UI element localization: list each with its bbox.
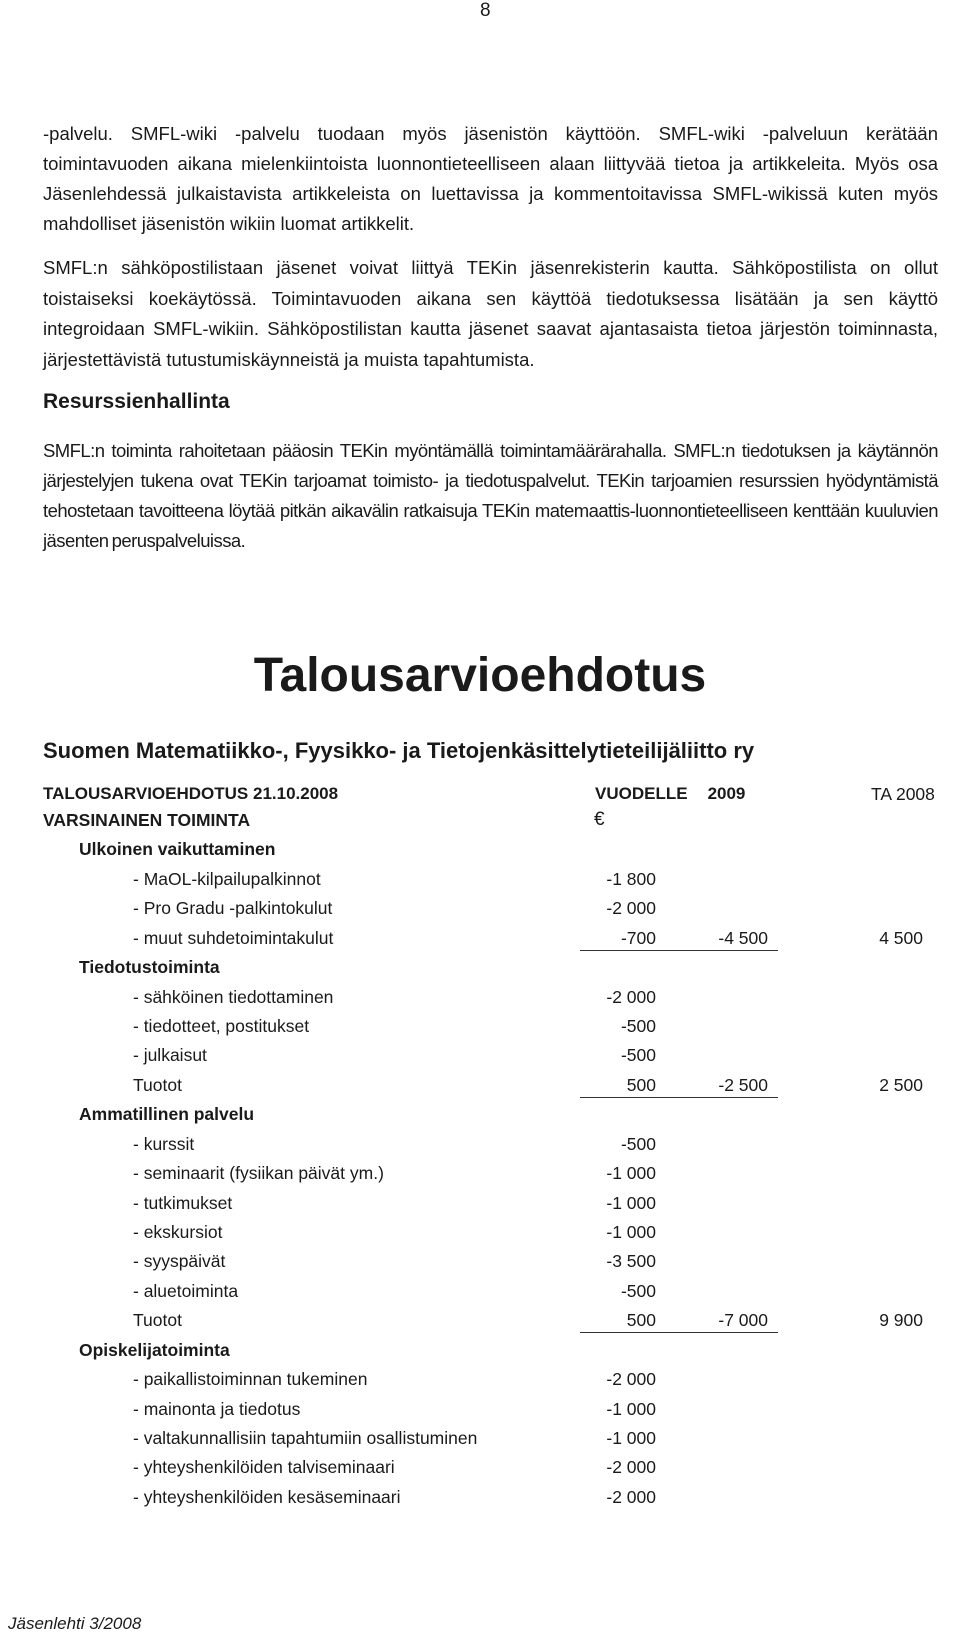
currency-symbol: € xyxy=(594,809,605,830)
previous-year-amount: 2 500 xyxy=(879,1075,923,1095)
previous-year-amount: 4 500 xyxy=(879,928,923,948)
organization-name: Suomen Matematiikko-, Fyysikko- ja Tietojenkäsittelytieteilijäliitto ry xyxy=(43,738,755,763)
budget-line-item xyxy=(0,1454,960,1480)
group-total: -2 500 xyxy=(718,1075,768,1095)
item-label: - yhteyshenkilöiden talviseminaari xyxy=(133,1457,395,1477)
section-heading-resources: Resurssienhallinta xyxy=(43,390,230,413)
year-value: 2009 xyxy=(707,784,746,803)
item-amount: -1 000 xyxy=(606,1222,656,1242)
group-title: Opiskelijatoiminta xyxy=(79,1340,230,1360)
item-amount: -500 xyxy=(620,1045,656,1065)
budget-line-item xyxy=(0,1219,960,1245)
budget-line-item xyxy=(0,1484,960,1510)
budget-line-item xyxy=(0,1278,960,1304)
item-amount: -1 000 xyxy=(606,1399,656,1419)
section-title: VARSINAINEN TOIMINTA xyxy=(43,810,251,830)
item-amount: -2 000 xyxy=(606,1369,656,1389)
item-label: - muut suhdetoimintakulut xyxy=(133,928,334,948)
group-title: Tiedotustoiminta xyxy=(79,957,220,977)
item-label: - kurssit xyxy=(133,1134,195,1154)
item-label: - MaOL-kilpailupalkinnot xyxy=(133,869,321,889)
total-underline xyxy=(580,950,778,951)
budget-line-item xyxy=(0,925,960,951)
item-amount: -3 500 xyxy=(606,1251,656,1271)
budget-line-item xyxy=(0,1160,960,1186)
item-amount: -2 000 xyxy=(606,987,656,1007)
item-label: - julkaisut xyxy=(133,1045,207,1065)
budget-line-item xyxy=(0,866,960,892)
item-amount: -500 xyxy=(620,1016,656,1036)
item-amount: -500 xyxy=(620,1134,656,1154)
previous-budget-header: TA 2008 xyxy=(871,784,935,804)
group-title: Ulkoinen vaikuttaminen xyxy=(79,839,276,859)
item-label: - valtakunnallisiin tapahtumiin osallistuminen xyxy=(133,1428,478,1448)
group-title: Ammatillinen palvelu xyxy=(79,1104,255,1124)
group-row xyxy=(0,1101,960,1127)
item-label: - paikallistoiminnan tukeminen xyxy=(133,1369,368,1389)
paragraph-mailing-list: SMFL:n sähköpostilistaan jäsenet voivat liittyä TEKin jäsenrekisterin kautta. Sähköpostilista on ollut toistaiseksi koekäytössä. Toimintavuoden aikana sen käyttöä tiedotuksessa lisätään ja sen käyttö integroidaan SMFL-wikiin. Sähköpostilistan kautta jäsenet saavat ajantasaista tietoa järjestön toiminnasta, järjestettävistä tutustumiskäynneistä ja muista tapahtumista. xyxy=(43,257,938,370)
budget-line-item xyxy=(0,1248,960,1274)
paragraph-wiki: -palvelu. SMFL-wiki -palvelu tuodaan myös jäsenistön käyttöön. SMFL-wiki -palveluun kerätään toimintavuoden aikana mielenkiintoista luonnontieteelliseen alaan liittyvää tietoa ja artikkeleita. Myös osa Jäsenlehdessä julkaistavista artikkeleista on luettavissa ja kommentoitavissa SMFL-wikissä kuten myös mahdolliset jäsenistön wikiin luomat artikkelit. xyxy=(43,123,938,234)
item-label: - aluetoiminta xyxy=(133,1281,239,1301)
year-label: VUODELLE xyxy=(595,784,688,803)
group-row xyxy=(0,954,960,980)
item-label: - Pro Gradu -palkintokulut xyxy=(133,898,333,918)
item-amount: -2 000 xyxy=(606,1487,656,1507)
paragraph-resources: SMFL:n toiminta rahoitetaan pääosin TEKin myöntämällä toimintamäärärahalla. SMFL:n tiedotuksen ja käytännön järjestelyjen tukena ovat TEKin tarjoamat toimisto- ja tiedotuspalvelut. TEKin tarjoamien resurssien hyödyntämistä tehostetaan tavoitteena löytää pitkän aikavälin ratkaisuja TEKin matemaattis-luonnontieteelliseen kenttään kuuluvien jäsenten peruspalveluissa. xyxy=(43,440,938,551)
total-underline xyxy=(580,1332,778,1333)
budget-line-item xyxy=(0,1190,960,1216)
budget-line-item xyxy=(0,1307,960,1333)
item-amount: -1 800 xyxy=(606,869,656,889)
budget-line-item xyxy=(0,1013,960,1039)
budget-title: Talousarvioehdotus xyxy=(253,649,707,702)
item-label: Tuotot xyxy=(133,1310,182,1330)
total-underline xyxy=(580,1097,778,1098)
item-amount: -500 xyxy=(620,1281,656,1301)
item-amount: -2 000 xyxy=(606,1457,656,1477)
budget-line-item xyxy=(0,984,960,1010)
item-amount: 500 xyxy=(626,1075,656,1095)
item-label: - syyspäivät xyxy=(133,1251,226,1271)
item-label: - tiedotteet, postitukset xyxy=(133,1016,310,1036)
budget-line-item xyxy=(0,895,960,921)
item-amount: -700 xyxy=(620,928,656,948)
group-total: -4 500 xyxy=(718,928,768,948)
item-amount: -1 000 xyxy=(606,1163,656,1183)
page-number: 8 xyxy=(480,0,491,21)
item-amount: -1 000 xyxy=(606,1428,656,1448)
previous-year-amount: 9 900 xyxy=(879,1310,923,1330)
item-label: - sähköinen tiedottaminen xyxy=(133,987,334,1007)
budget-line-item xyxy=(0,1366,960,1392)
budget-line-item xyxy=(0,1425,960,1451)
footer-publication: Jäsenlehti 3/2008 xyxy=(8,1614,142,1633)
item-label: - ekskursiot xyxy=(133,1222,223,1242)
item-label: Tuotot xyxy=(133,1075,182,1095)
group-row xyxy=(0,836,960,862)
item-amount: 500 xyxy=(626,1310,656,1330)
budget-line-item xyxy=(0,1042,960,1068)
group-row xyxy=(0,1337,960,1363)
group-total: -7 000 xyxy=(718,1310,768,1330)
item-amount: -1 000 xyxy=(606,1193,656,1213)
item-label: - tutkimukset xyxy=(133,1193,233,1213)
section-row xyxy=(0,807,960,833)
budget-line-item xyxy=(0,1072,960,1098)
budget-line-item xyxy=(0,1131,960,1157)
budget-line-item xyxy=(0,1396,960,1422)
item-label: - seminaarit (fysiikan päivät ym.) xyxy=(133,1163,384,1183)
item-amount: -2 000 xyxy=(606,898,656,918)
item-label: - yhteyshenkilöiden kesäseminaari xyxy=(133,1487,401,1507)
budget-proposal-date: TALOUSARVIOEHDOTUS 21.10.2008 xyxy=(43,784,339,803)
item-label: - mainonta ja tiedotus xyxy=(133,1399,301,1419)
